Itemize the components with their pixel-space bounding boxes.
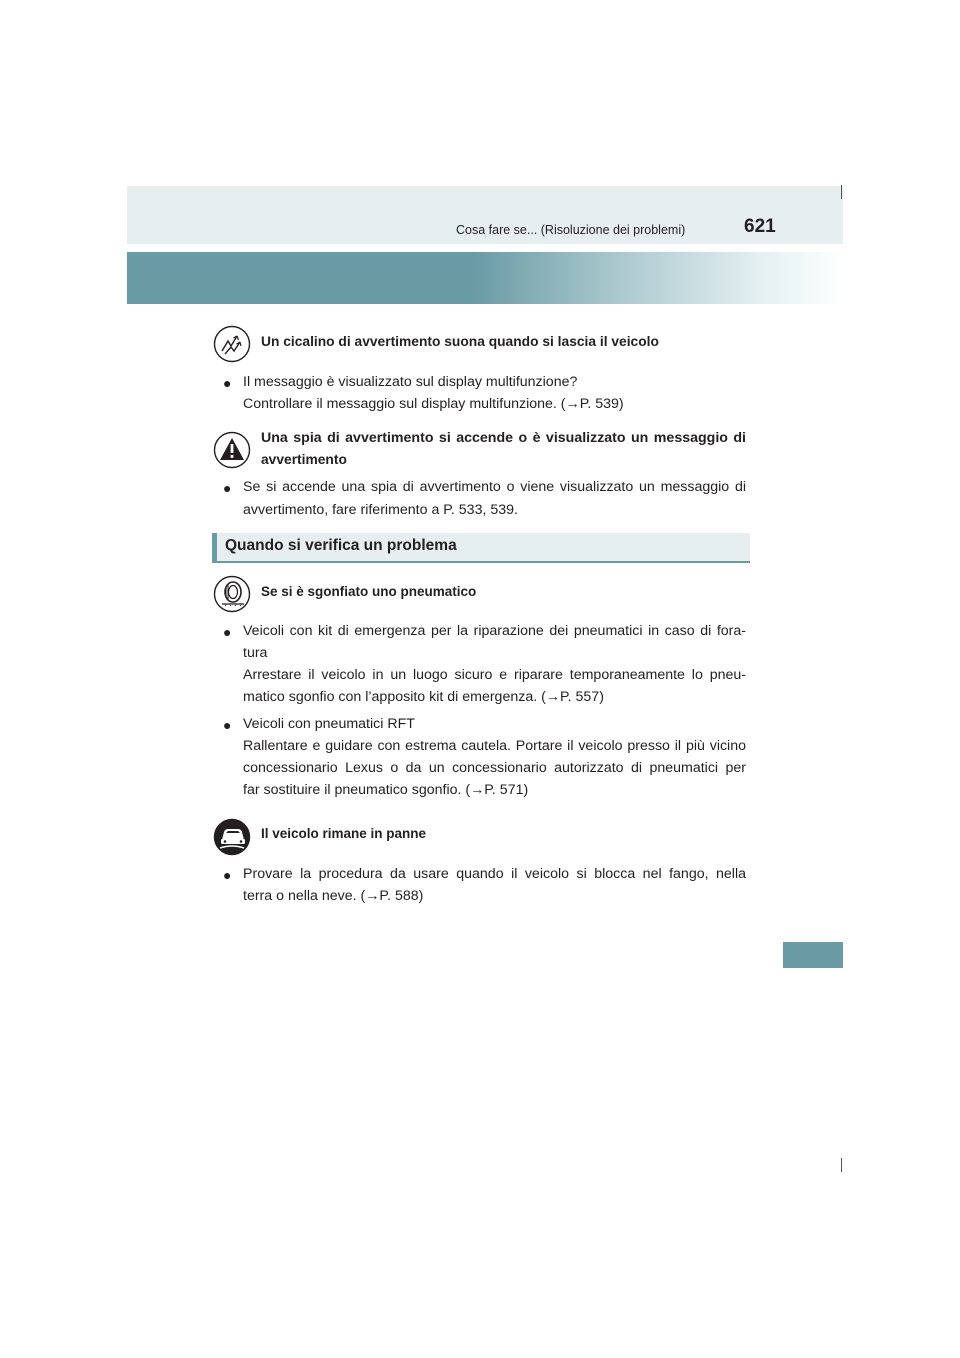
bullet-line: matico sgonfio con l’apposito kit di emergenza. (→P. 557)	[243, 689, 604, 705]
item-heading: Un cicalino di avvertimento suona quando si lascia il veicolo	[261, 334, 659, 349]
bullet-line: Il messaggio è visualizzato sul display multifunzione?	[243, 374, 578, 390]
bullet-icon: ●	[223, 867, 232, 883]
bullet-line: terra o nella neve. (→P. 588)	[243, 888, 424, 904]
bullet-line: Se si accende una spia di avvertimento o viene visualizzato un messaggio di	[243, 479, 746, 495]
bullet-line: Controllare il messaggio sul display multifunzione. (→P. 539)	[243, 396, 624, 412]
page-number: 621	[744, 216, 776, 237]
warning-triangle-icon	[213, 431, 251, 469]
flat-tire-icon	[213, 575, 251, 613]
bullet-icon: ●	[223, 717, 232, 733]
header-title: Cosa fare se... (Risoluzione dei problemi)	[456, 223, 686, 237]
section-header	[212, 533, 750, 563]
bullet-line: Arrestare il veicolo in un luogo sicuro e riparare temporaneamente lo pneu-	[243, 667, 746, 683]
crop-mark	[841, 185, 842, 199]
section-accent	[212, 533, 217, 561]
bullet-line: Veicoli con pneumatici RFT	[243, 716, 415, 732]
bullet-icon: ●	[223, 624, 232, 640]
bullet-icon: ●	[223, 480, 232, 496]
section-title: Quando si verifica un problema	[225, 537, 457, 554]
stuck-vehicle-icon	[213, 818, 251, 856]
item-heading: Il veicolo rimane in panne	[261, 826, 427, 841]
chapter-side-tab	[783, 942, 843, 968]
bullet-line: Rallentare e guidare con estrema cautela. Portare il veicolo presso il più vicino	[243, 738, 746, 754]
item-heading: Una spia di avvertimento si accende o è visualizzato un messaggio di	[261, 430, 746, 446]
chapter-band	[127, 252, 843, 304]
crop-mark	[841, 1158, 842, 1172]
bullet-line: tura	[243, 645, 268, 661]
buzzer-icon	[213, 325, 251, 363]
bullet-icon: ●	[223, 375, 232, 391]
item-heading: avvertimento	[261, 452, 347, 467]
bullet-line: avvertimento, fare riferimento a P. 533, 539.	[243, 502, 518, 518]
item-heading: Se si è sgonfiato uno pneumatico	[261, 584, 477, 599]
bullet-line: far sostituire il pneumatico sgonfio. (→P. 571)	[243, 782, 529, 798]
bullet-line: Provare la procedura da usare quando il veicolo si blocca nel fango, nella	[243, 866, 746, 882]
bullet-line: Veicoli con kit di emergenza per la riparazione dei pneumatici in caso di fora-	[243, 623, 746, 639]
bullet-line: concessionario Lexus o da un concessionario autorizzato di pneumatici per	[243, 760, 746, 776]
